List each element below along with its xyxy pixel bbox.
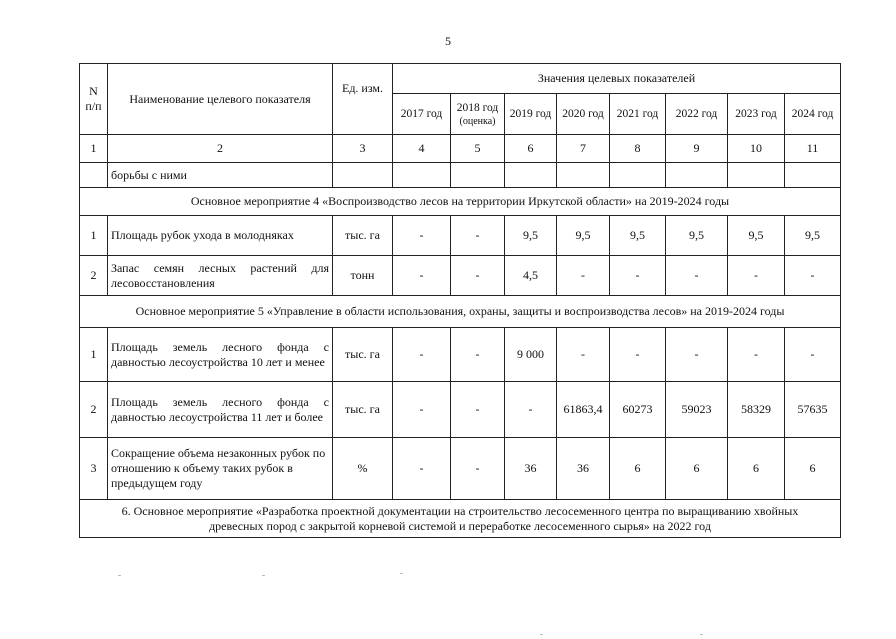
- year-cell: [666, 94, 728, 135]
- year-label: 2022 год: [675, 107, 718, 120]
- value-cell: 9,5: [505, 216, 557, 256]
- column-number: 11: [785, 135, 841, 163]
- empty-cell: [610, 163, 666, 188]
- value-cell: -: [393, 382, 451, 438]
- value-cell: -: [393, 216, 451, 256]
- section-title-line: 6. Основное мероприятие «Разработка проектной документации на строительство лесосеменного центра по выращиванию хвойных: [121, 503, 799, 518]
- column-number: 8: [610, 135, 666, 163]
- value-cell: -: [610, 256, 666, 296]
- header-values-title: Значения целевых показателей: [537, 71, 696, 85]
- row-number: 3: [80, 438, 108, 500]
- empty-cell: [333, 163, 393, 188]
- value-cell: 9,5: [610, 216, 666, 256]
- column-number: 4: [393, 135, 451, 163]
- year-cell: [451, 94, 505, 135]
- year-cell: [505, 94, 557, 135]
- empty-cell: [451, 163, 505, 188]
- column-number: 5: [451, 135, 505, 163]
- header-values-title-cell: [393, 64, 841, 94]
- year-label: 2021 год: [616, 107, 659, 120]
- year-cell: [393, 94, 451, 135]
- row-number: 2: [80, 382, 108, 438]
- empty-cell: [666, 163, 728, 188]
- value-cell: 9,5: [557, 216, 610, 256]
- value-cell: 4,5: [505, 256, 557, 296]
- header-num-cell: [80, 64, 108, 135]
- value-cell: -: [451, 438, 505, 500]
- section-title: Основное мероприятие 5 «Управление в области использования, охраны, защиты и воспроизводства лесов» на 2019-2024 годы: [80, 296, 841, 328]
- indicator-name: Площадь рубок ухода в молодняках: [108, 216, 333, 256]
- scan-speck: [118, 575, 121, 576]
- table-row: [80, 256, 841, 296]
- unit: тыс. га: [333, 328, 393, 382]
- value-cell: -: [393, 438, 451, 500]
- value-cell: -: [393, 328, 451, 382]
- header-num: N п/п: [85, 84, 102, 113]
- empty-cell: [393, 163, 451, 188]
- year-cell: [557, 94, 610, 135]
- year-cell: [610, 94, 666, 135]
- indicator-name: Сокращение объема незаконных рубок по отношению к объему таких рубок в предыдущем году: [108, 438, 333, 500]
- unit: тыс. га: [333, 216, 393, 256]
- value-cell: -: [666, 256, 728, 296]
- year-label: 2023 год: [735, 107, 777, 120]
- value-cell: -: [610, 328, 666, 382]
- year-label: 2017 год: [400, 107, 443, 120]
- indicator-name: Площадь земель лесного фонда с давностью лесоустройства 10 лет и менее: [108, 328, 333, 382]
- value-cell: 6: [785, 438, 841, 500]
- row-number: 2: [80, 256, 108, 296]
- value-cell: -: [785, 256, 841, 296]
- value-cell: -: [393, 256, 451, 296]
- row-number: 1: [80, 328, 108, 382]
- value-cell: -: [505, 382, 557, 438]
- column-number: 1: [80, 135, 108, 163]
- value-cell: -: [728, 328, 785, 382]
- value-cell: 6: [728, 438, 785, 500]
- section-title-line: древесных пород с закрытой корневой системой и переработке лесосеменного сырья» на 2022 год: [209, 518, 711, 533]
- empty-cell: [785, 163, 841, 188]
- value-cell: 6: [610, 438, 666, 500]
- year-label: 2019 год: [509, 107, 552, 120]
- section-title: [80, 500, 841, 538]
- column-number: 3: [333, 135, 393, 163]
- empty-cell: [505, 163, 557, 188]
- section-title: Основное мероприятие 4 «Воспроизводство лесов на территории Иркутской области» на 2019-2024 годы: [80, 188, 841, 216]
- value-cell: 36: [557, 438, 610, 500]
- column-number: 10: [728, 135, 785, 163]
- indicator-name: Площадь земель лесного фонда с давностью лесоустройства 11 лет и более: [108, 382, 333, 438]
- column-number: 9: [666, 135, 728, 163]
- year-cell: [785, 94, 841, 135]
- column-number: 7: [557, 135, 610, 163]
- empty-cell: [557, 163, 610, 188]
- scan-speck: [700, 634, 703, 635]
- column-number: 2: [108, 135, 333, 163]
- value-cell: 9,5: [666, 216, 728, 256]
- section-title-row: [80, 500, 841, 538]
- section-title-row: [80, 188, 841, 216]
- year-sublabel: (оценка): [459, 115, 496, 127]
- table-row: [80, 216, 841, 256]
- value-cell: -: [785, 328, 841, 382]
- table-row: [80, 382, 841, 438]
- value-cell: -: [451, 382, 505, 438]
- column-number: 6: [505, 135, 557, 163]
- scan-speck: [540, 634, 543, 635]
- empty-cell: [80, 163, 108, 188]
- header-unit: Ед. изм.: [341, 80, 384, 95]
- page-number: 5: [445, 34, 451, 48]
- header-row: [80, 64, 841, 94]
- value-cell: 61863,4: [557, 382, 610, 438]
- target-indicators-table: [79, 63, 841, 538]
- unit: %: [333, 438, 393, 500]
- value-cell: -: [451, 328, 505, 382]
- unit: тонн: [333, 256, 393, 296]
- value-cell: -: [728, 256, 785, 296]
- year-label: 2018 год: [456, 101, 499, 114]
- scan-speck: [400, 573, 403, 574]
- column-numbers-row: [80, 135, 841, 163]
- continuation-row: [80, 163, 841, 188]
- section-title-row: [80, 296, 841, 328]
- value-cell: 9,5: [728, 216, 785, 256]
- empty-cell: [728, 163, 785, 188]
- header-unit-cell: [333, 64, 393, 135]
- row-number: 1: [80, 216, 108, 256]
- value-cell: -: [557, 328, 610, 382]
- value-cell: -: [451, 256, 505, 296]
- year-cell: [728, 94, 785, 135]
- value-cell: -: [557, 256, 610, 296]
- value-cell: 6: [666, 438, 728, 500]
- value-cell: 58329: [728, 382, 785, 438]
- unit: тыс. га: [333, 382, 393, 438]
- indicator-name: борьбы с ними: [108, 163, 333, 188]
- header-name: Наименование целевого показателя: [129, 91, 311, 106]
- value-cell: 9,5: [785, 216, 841, 256]
- value-cell: 59023: [666, 382, 728, 438]
- value-cell: 60273: [610, 382, 666, 438]
- value-cell: 9 000: [505, 328, 557, 382]
- indicator-name: Запас семян лесных растений для лесовосстановления: [108, 256, 333, 296]
- scan-speck: [262, 575, 265, 576]
- header-name-cell: [108, 64, 333, 135]
- value-cell: -: [666, 328, 728, 382]
- value-cell: 57635: [785, 382, 841, 438]
- year-label: 2020 год: [562, 107, 604, 120]
- table-row: [80, 328, 841, 382]
- value-cell: 36: [505, 438, 557, 500]
- value-cell: -: [451, 216, 505, 256]
- year-label: 2024 год: [791, 107, 834, 120]
- table-row: [80, 438, 841, 500]
